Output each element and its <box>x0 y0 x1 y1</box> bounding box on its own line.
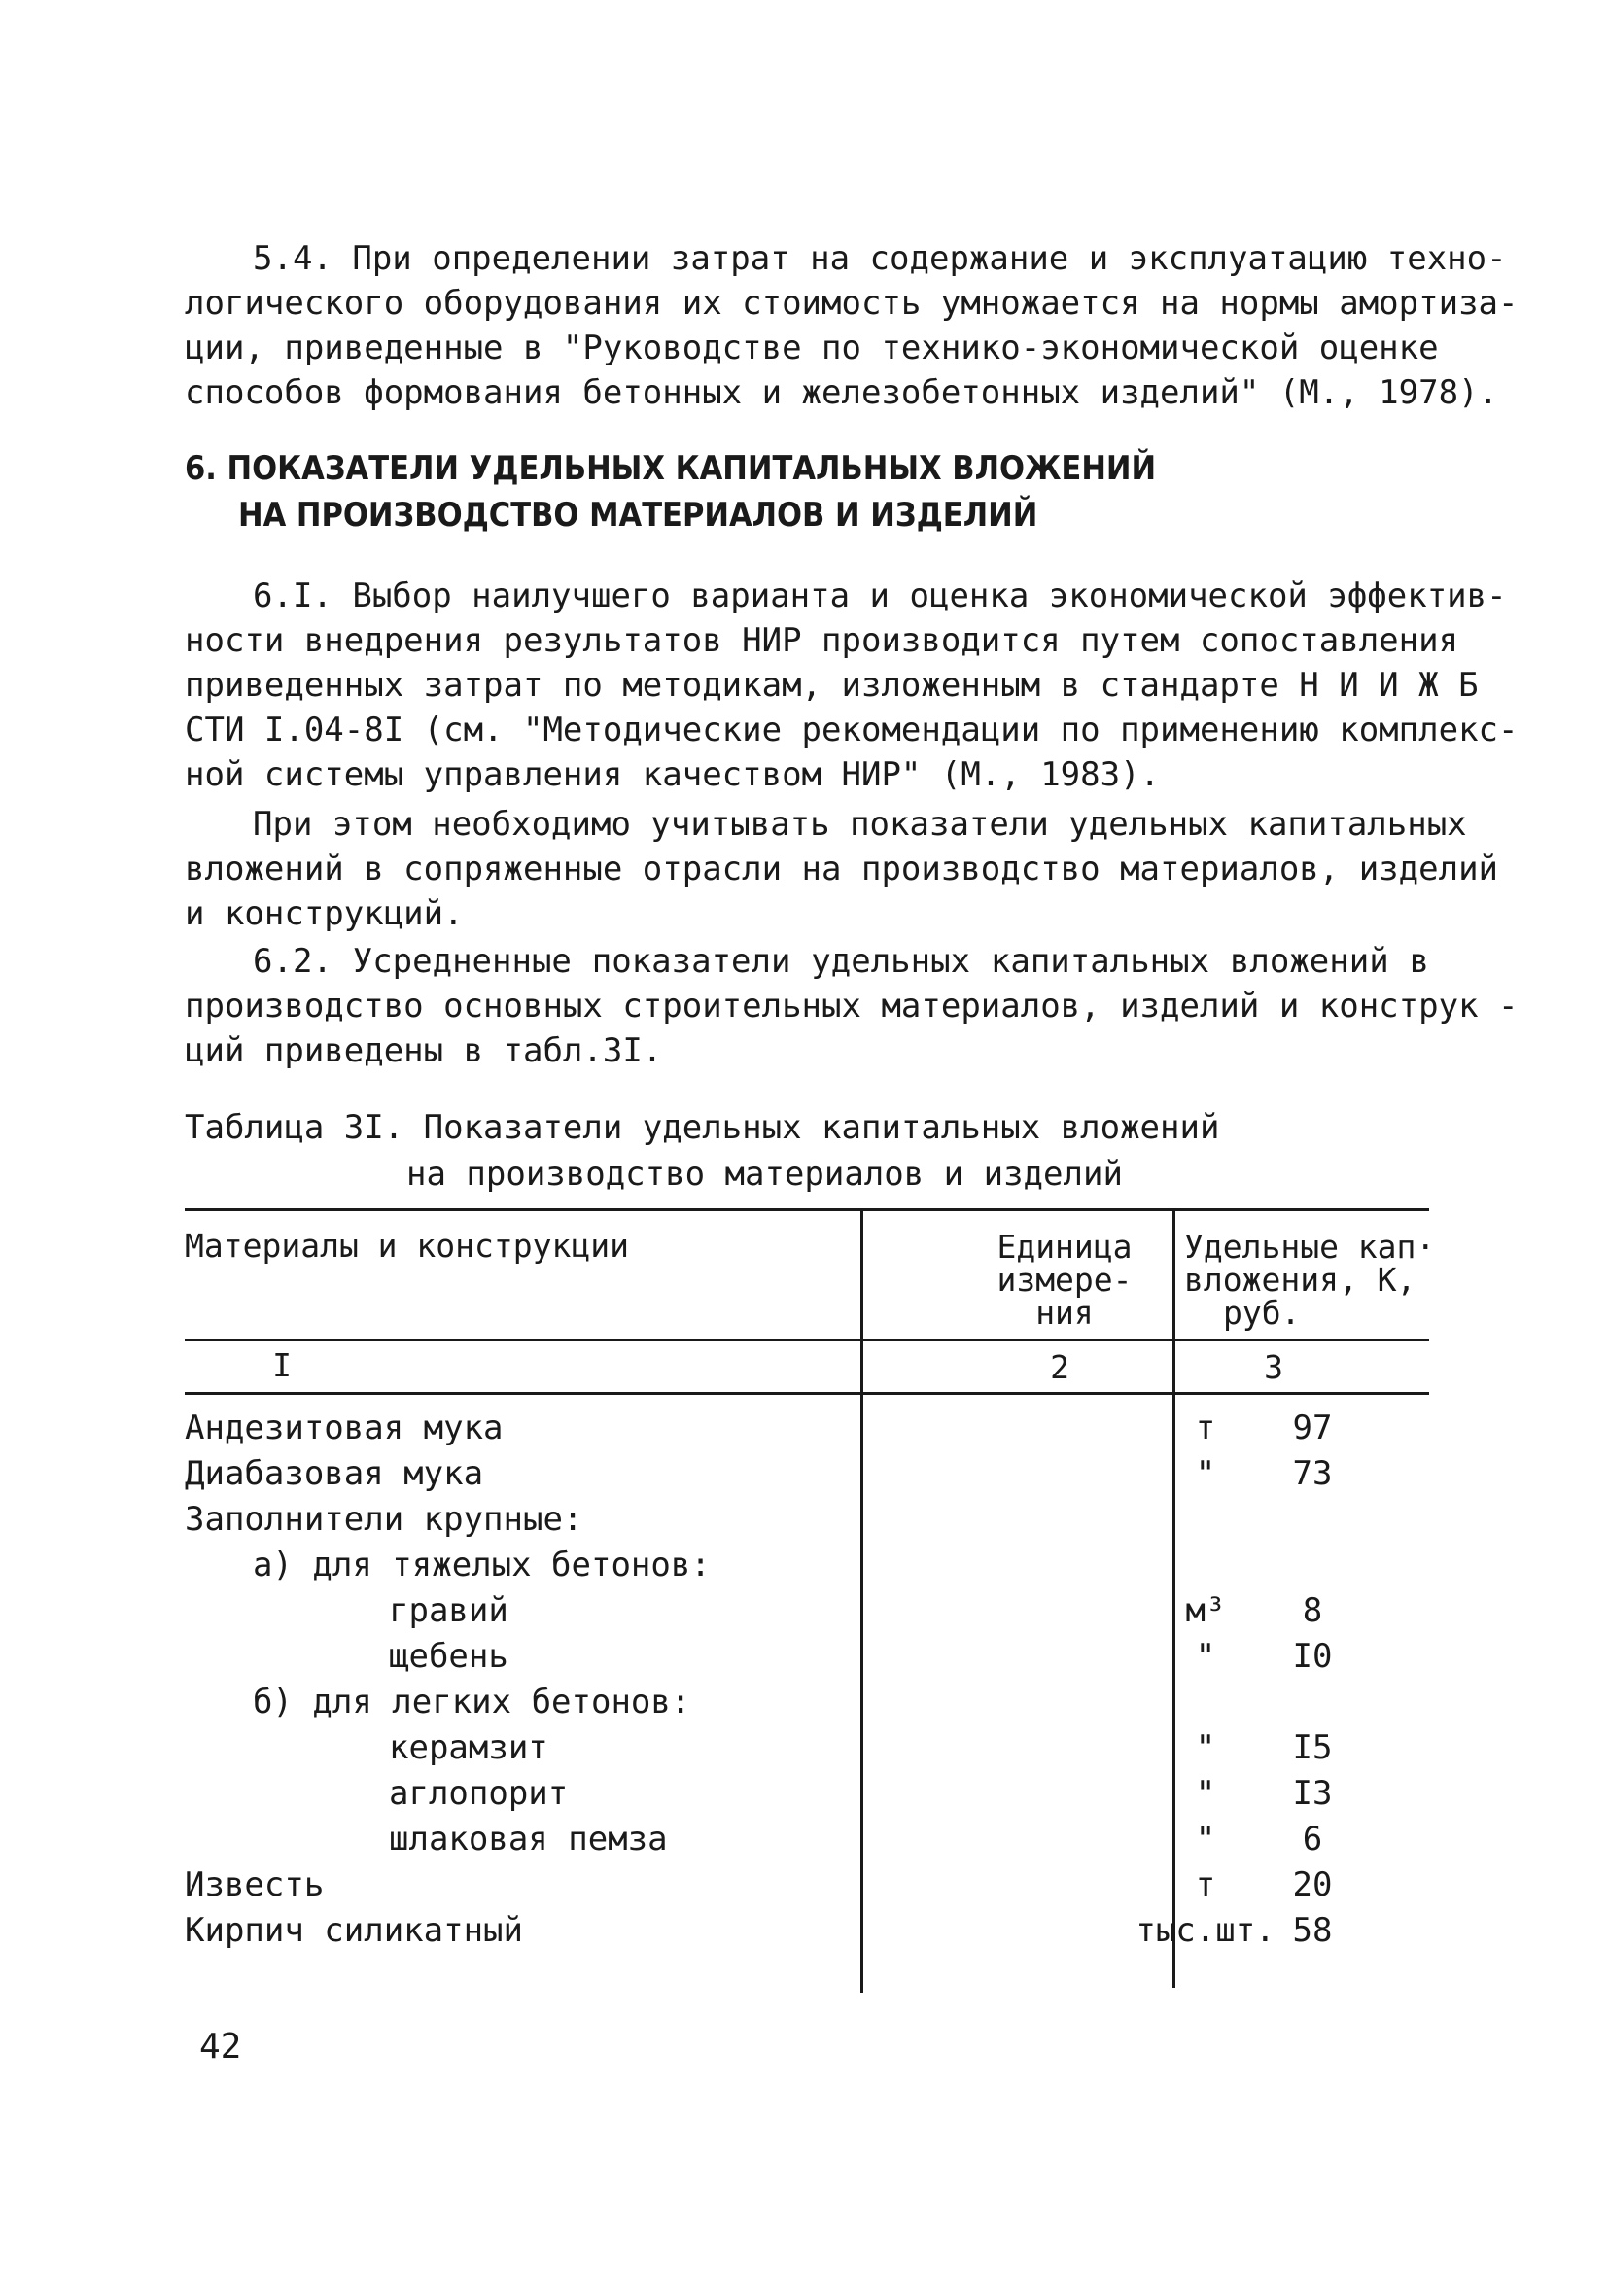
text-line: способов формования бетонных и железобетонных изделий" (М., 1978). <box>185 373 1499 412</box>
text-line: вложений в сопряженные отрасли на производство материалов, изделий <box>185 850 1499 888</box>
table-row <box>185 1680 1429 1724</box>
table-top-rule <box>185 1208 1429 1211</box>
row-unit: тыс.шт. <box>1136 1911 1276 1950</box>
row-unit: т <box>1195 1865 1216 1904</box>
row-material-name: а) для тяжелых бетонов: <box>253 1546 711 1584</box>
header-bottom-rule <box>185 1339 1429 1341</box>
row-value: 58 <box>1292 1911 1333 1950</box>
row-value: I0 <box>1292 1637 1333 1676</box>
table-caption <box>185 1104 1219 1198</box>
row-material-name: Кирпич силикатный <box>185 1911 523 1950</box>
header-unit-line: ния <box>1035 1294 1094 1332</box>
row-value: 73 <box>1292 1454 1333 1493</box>
heading-line: НА ПРОИЗВОДСТВО МАТЕРИАЛОВ И ИЗДЕЛИЙ <box>238 496 1038 535</box>
paragraph-5-4 <box>185 236 1519 415</box>
paragraph-6-1-continued <box>185 802 1499 936</box>
row-unit: " <box>1195 1774 1216 1813</box>
row-material-name: аглопорит <box>389 1774 569 1813</box>
column-number: I <box>272 1346 292 1384</box>
row-material-name: гравий <box>389 1591 508 1630</box>
table-row <box>185 1588 1429 1633</box>
row-value: 8 <box>1302 1591 1323 1630</box>
paragraph-6-2 <box>185 939 1519 1073</box>
paragraph-6-1 <box>185 574 1519 797</box>
column-number: 3 <box>1264 1348 1283 1386</box>
header-unit-line: Единица <box>996 1228 1133 1266</box>
header-value <box>1184 1228 1437 1332</box>
caption-line: Таблица 3I. Показатели удельных капитальных вложений <box>185 1108 1220 1147</box>
header-value-line: Удельные кап· <box>1184 1228 1436 1266</box>
table-row <box>185 1725 1429 1770</box>
row-material-name: Андезитовая мука <box>185 1409 504 1447</box>
section-heading-6 <box>185 445 1156 539</box>
row-value: I3 <box>1292 1774 1333 1813</box>
column-number-rule <box>185 1392 1429 1395</box>
header-materials: Материалы и конструкции <box>185 1227 629 1265</box>
header-unit <box>962 1228 1167 1332</box>
table-row <box>185 1908 1429 1953</box>
text-line: СТИ I.04-8I (см. "Методические рекомендации по применению комплекс- <box>185 711 1519 749</box>
text-line: 5.4. При определении затрат на содержание и эксплуатацию техно- <box>253 239 1507 278</box>
caption-line: на производство материалов и изделий <box>406 1155 1123 1194</box>
row-material-name: б) для легких бетонов: <box>253 1683 691 1722</box>
header-unit-line: измере- <box>996 1261 1133 1299</box>
table-row <box>185 1451 1429 1496</box>
text-line: приведенных затрат по методикам, изложенным в стандарте Н И И Ж Б <box>185 666 1479 705</box>
row-unit: м³ <box>1185 1591 1226 1630</box>
row-value: 20 <box>1292 1865 1333 1904</box>
row-value: 97 <box>1292 1409 1333 1447</box>
text-line: ной системы управления качеством НИР" (М., 1983). <box>185 755 1161 794</box>
row-material-name: Заполнители крупные: <box>185 1500 583 1539</box>
row-unit: т <box>1195 1409 1216 1447</box>
row-material-name: щебень <box>389 1637 508 1676</box>
row-material-name: керамзит <box>389 1728 548 1767</box>
heading-line: 6. ПОКАЗАТЕЛИ УДЕЛЬНЫХ КАПИТАЛЬНЫХ ВЛОЖЕНИЙ <box>185 449 1157 488</box>
row-material-name: Диабазовая мука <box>185 1454 484 1493</box>
row-value: I5 <box>1292 1728 1333 1767</box>
table-row <box>185 1497 1429 1542</box>
table-row <box>185 1862 1429 1907</box>
column-number: 2 <box>1050 1348 1069 1386</box>
table-row <box>185 1406 1429 1450</box>
row-material-name: Известь <box>185 1865 325 1904</box>
text-line: 6.I. Выбор наилучшего варианта и оценка экономической эффектив- <box>253 576 1507 615</box>
row-value: 6 <box>1302 1820 1323 1859</box>
text-line: При этом необходимо учитывать показатели удельных капитальных <box>253 805 1467 844</box>
page-number: 42 <box>199 2027 242 2067</box>
text-line: 6.2. Усредненные показатели удельных капитальных вложений в <box>253 942 1429 981</box>
table-row <box>185 1817 1429 1861</box>
table-row <box>185 1543 1429 1587</box>
row-unit: " <box>1195 1728 1216 1767</box>
header-value-line: вложения, К, <box>1184 1261 1416 1299</box>
text-line: производство основных строительных материалов, изделий и конструк - <box>185 987 1519 1026</box>
row-unit: " <box>1195 1637 1216 1676</box>
row-unit: " <box>1195 1820 1216 1859</box>
text-line: ности внедрения результатов НИР производится путем сопоставления <box>185 621 1459 660</box>
row-material-name: шлаковая пемза <box>389 1820 668 1859</box>
text-line: и конструкций. <box>185 894 464 933</box>
header-value-line: руб. <box>1223 1294 1301 1332</box>
text-line: ции, приведенные в "Руководстве по технико-экономической оценке <box>185 329 1439 367</box>
text-line: логического оборудования их стоимость умножается на нормы амортиза- <box>185 284 1519 323</box>
table-row <box>185 1771 1429 1816</box>
table-row <box>185 1634 1429 1679</box>
row-unit: " <box>1195 1454 1216 1493</box>
text-line: ций приведены в табл.3I. <box>185 1031 663 1070</box>
